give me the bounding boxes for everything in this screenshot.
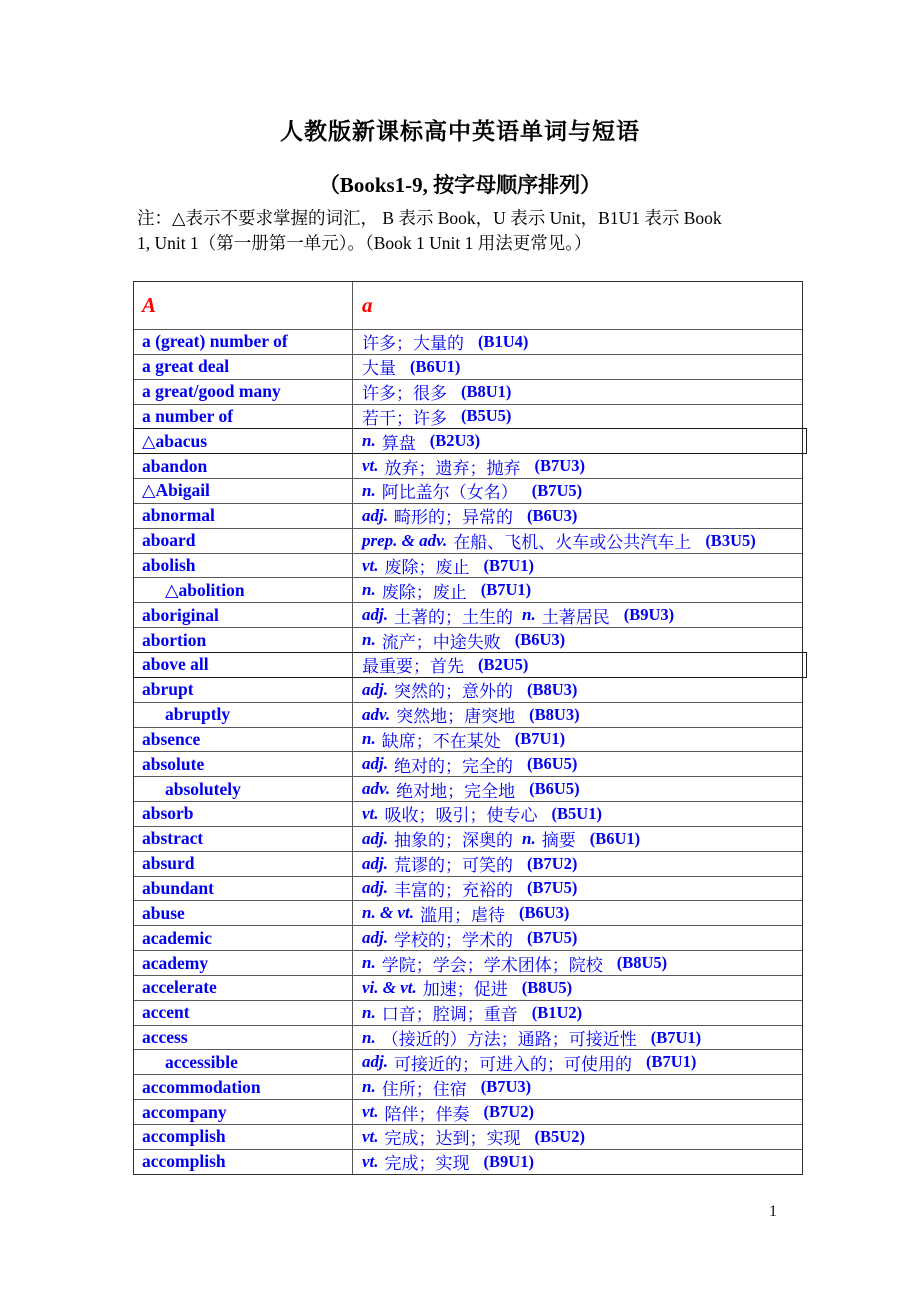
definition-cell [353,380,802,404]
table-row [134,329,802,354]
word-cell: a number of [134,405,353,429]
word-cell: abolish [134,554,353,578]
pos-label: vi. & vt. [362,977,417,997]
word-cell: abnormal [134,504,353,528]
table-row [134,379,802,404]
pos-label: n. [521,828,536,848]
definition-cell [353,454,802,478]
book-unit-ref: (B1U2) [531,1002,583,1022]
table-row [134,801,802,826]
pos-label: adj. [362,605,388,625]
chinese-definition: 突然地；唐突地 [396,707,516,727]
definition-cell [353,355,802,379]
book-unit-ref: (B7U2) [483,1102,534,1122]
table-header-row [134,282,802,329]
book-unit-ref: (B7U5) [531,480,583,500]
table-row [134,354,802,379]
chinese-definition: 绝对的；完全的 [393,756,513,776]
pos-label: adj. [362,928,388,948]
page-number: 1 [769,1203,777,1220]
page-subtitle: （Books1-9, 按字母顺序排列） [318,173,602,197]
chinese-definition: 流产；中途失败 [381,632,501,652]
header-cell-letter-lower: a [362,293,373,317]
book-unit-ref: (B2U5) [478,654,529,674]
chinese-definition: 废除；废止 [384,558,470,578]
definition-cell [353,1125,802,1149]
word-cell: abortion [134,628,353,652]
chinese-definition: 加速；促进 [422,980,508,1000]
chinese-definition: 畸形的；异常的 [393,508,513,528]
definition-cell [353,926,802,950]
pos-label: n. & vt. [362,903,414,923]
table-row [134,751,802,776]
book-unit-ref: (B9U3) [623,605,675,625]
pos-label: adv. [362,704,391,724]
book-unit-ref: (B5U5) [461,406,512,426]
book-unit-ref: (B7U1) [483,555,534,575]
word-cell: academy [134,951,353,975]
definition-cell [353,1100,802,1124]
chinese-definition: 学院；学会；学术团体；院校 [381,955,603,975]
book-unit-ref: (B7U1) [650,1027,702,1047]
chinese-definition: 放弃；遗弃；抛弃 [384,458,521,478]
chinese-definition: 丰富的；充裕的 [393,880,513,900]
definition-cell [353,554,802,578]
chinese-definition: 许多；大量的 [362,334,464,354]
definition-cell [353,678,802,702]
table-row [134,404,802,429]
table-row [134,1149,802,1174]
word-cell: absolutely [134,777,353,801]
definition-cell [353,1150,802,1174]
table-row [134,900,802,925]
chinese-definition: 大量 [362,359,396,379]
book-unit-ref: (B7U5) [526,878,578,898]
table-row [134,975,802,1000]
definition-cell [353,578,802,602]
chinese-definition: 抽象的；深奥的 [393,831,513,851]
pos-label: adv. [362,779,391,799]
chinese-definition: 算盘 [381,433,416,453]
page-title: 人教版新课标高中英语单词与短语 [280,119,640,144]
table-row [134,1124,802,1149]
table-row [134,727,802,752]
pos-label: n. [362,953,376,973]
definition-cell [353,1050,802,1074]
definition-cell [353,752,802,776]
book-unit-ref: (B6U1) [410,356,461,376]
chinese-definition: 最重要；首先 [362,657,464,677]
table-row [134,876,802,901]
word-cell: absorb [134,802,353,826]
book-unit-ref: (B8U5) [616,953,668,973]
book-unit-ref: (B6U5) [529,779,580,799]
table-row [134,428,802,453]
pos-label: vt. [362,1102,379,1122]
table-row [134,851,802,876]
definition-cell [353,405,802,429]
pos-label: vt. [362,456,379,476]
definition-cell [353,1075,802,1099]
book-unit-ref: (B8U1) [461,381,512,401]
word-cell: abruptly [134,703,353,727]
book-unit-ref: (B8U3) [529,704,580,724]
note-text [137,206,815,256]
book-unit-ref: (B7U1) [514,729,566,749]
word-cell: absolute [134,752,353,776]
definition-cell [353,852,802,876]
word-cell: access [134,1026,353,1050]
chinese-definition: 土著居民 [541,607,610,627]
word-cell: abuse [134,901,353,925]
chinese-definition: 吸收；吸引；使专心 [384,806,538,826]
chinese-definition: 废除；废止 [381,582,467,602]
pos-label: n. [362,580,376,600]
book-unit-ref: (B7U1) [480,580,532,600]
book-unit-ref: (B1U4) [478,331,529,351]
definition-cell [353,1001,802,1025]
book-unit-ref: (B6U1) [589,828,641,848]
word-cell: △abacus [134,429,353,453]
book-unit-ref: (B8U5) [521,977,573,997]
pos-label: adj. [362,754,388,774]
pos-label: n. [362,431,376,451]
definition-cell [353,653,802,677]
header-cell-letter-upper: A [134,282,353,329]
word-cell: a (great) number of [134,330,353,354]
definition-cell [353,901,802,925]
definition-cell [353,603,802,627]
table-row [134,776,802,801]
word-cell: academic [134,926,353,950]
definition-cell [353,728,802,752]
chinese-definition: 在船、飞机、火车或公共汽车上 [453,533,692,553]
word-cell: abandon [134,454,353,478]
definition-cell [353,951,802,975]
book-unit-ref: (B9U1) [483,1151,534,1171]
table-row [134,577,802,602]
chinese-definition: 完成；达到；实现 [384,1129,521,1149]
table-row [134,1049,802,1074]
pos-label: vt. [362,1126,379,1146]
pos-label: n. [521,605,536,625]
chinese-definition: 完成；实现 [384,1154,470,1174]
pos-label: n. [362,1027,376,1047]
chinese-definition: 缺席；不在某处 [381,731,501,751]
chinese-definition: 突然的；意外的 [393,682,513,702]
pos-label: adj. [362,1052,388,1072]
chinese-definition: 绝对地；完全地 [396,781,516,801]
chinese-definition: 口音；腔调；重音 [381,1005,518,1025]
chinese-definition: 住所；住宿 [381,1079,467,1099]
word-cell: aboard [134,529,353,553]
chinese-definition: 滥用；虐待 [419,905,505,925]
word-cell: a great/good many [134,380,353,404]
word-cell: accomplish [134,1125,353,1149]
definition-cell [353,877,802,901]
book-unit-ref: (B7U1) [645,1052,697,1072]
book-unit-ref: (B2U3) [429,431,481,451]
chinese-definition: 可接近的；可进入的；可使用的 [393,1054,632,1074]
word-cell: △abolition [134,578,353,602]
word-cell: a great deal [134,355,353,379]
definition-cell [353,827,802,851]
table-row [134,528,802,553]
word-cell: △Abigail [134,479,353,503]
book-unit-ref: (B6U5) [526,754,578,774]
definition-cell [353,1026,802,1050]
note-line-1: 注：△表示不要求掌握的词汇， B 表示 Book，U 表示 Unit，B1U1 表示 Book [137,208,722,228]
pos-label: adj. [362,828,388,848]
table-row [134,826,802,851]
pos-label: vt. [362,1151,379,1171]
pos-label: n. [362,729,376,749]
book-unit-ref: (B7U3) [534,456,585,476]
table-row [134,925,802,950]
book-unit-ref: (B7U3) [480,1077,532,1097]
word-cell: abstract [134,827,353,851]
table-row [134,1025,802,1050]
definition-cell [353,802,802,826]
book-unit-ref: (B7U2) [526,853,578,873]
book-unit-ref: (B7U5) [526,928,578,948]
table-row [134,702,802,727]
chinese-definition: 土著的；土生的 [393,607,513,627]
definition-cell [353,777,802,801]
chinese-definition: 荒谬的；可笑的 [393,856,513,876]
word-cell: absurd [134,852,353,876]
book-unit-ref: (B5U1) [551,803,602,823]
book-unit-ref: (B6U3) [518,903,570,923]
pos-label: prep. & adv. [362,530,448,550]
pos-label: adj. [362,853,388,873]
book-unit-ref: (B8U3) [526,679,578,699]
chinese-definition: 摘要 [541,831,576,851]
definition-cell [353,628,802,652]
definition-cell [353,504,802,528]
table-row [134,1000,802,1025]
table-row [134,627,802,652]
table-row [134,677,802,702]
table-row [134,1099,802,1124]
definition-cell [353,976,802,1000]
table-row [134,652,802,677]
vocab-table [133,281,803,1175]
definition-cell [353,479,802,503]
pos-label: n. [362,1077,376,1097]
book-unit-ref: (B5U2) [534,1126,585,1146]
table-row [134,553,802,578]
pos-label: adj. [362,679,388,699]
word-cell: above all [134,653,353,677]
chinese-definition: 阿比盖尔（女名） [381,483,518,503]
pos-label: n. [362,1002,376,1022]
chinese-definition: 陪伴；伴奏 [384,1104,470,1124]
definition-cell [353,529,802,553]
book-unit-ref: (B3U5) [705,530,756,550]
definition-cell [353,429,802,453]
word-cell: abundant [134,877,353,901]
word-cell: accessible [134,1050,353,1074]
pos-label: adj. [362,878,388,898]
table-row [134,453,802,478]
chinese-definition: 许多；很多 [362,384,447,404]
pos-label: n. [362,480,376,500]
book-unit-ref: (B6U3) [526,505,578,525]
chinese-definition: 若干；许多 [362,408,447,428]
word-cell: accompany [134,1100,353,1124]
pos-label: vt. [362,803,379,823]
word-cell: accent [134,1001,353,1025]
table-row [134,602,802,627]
chinese-definition: （接近的）方法；通路；可接近性 [381,1030,637,1050]
word-cell: accelerate [134,976,353,1000]
pos-label: n. [362,630,376,650]
book-unit-ref: (B6U3) [514,630,566,650]
table-row [134,950,802,975]
word-cell: accomplish [134,1150,353,1174]
table-row [134,503,802,528]
pos-label: vt. [362,555,379,575]
note-line-2: 1, Unit 1（第一册第一单元）。（Book 1 Unit 1 用法更常见。） [137,233,592,253]
pos-label: adj. [362,505,388,525]
word-cell: aboriginal [134,603,353,627]
word-cell: accommodation [134,1075,353,1099]
table-row [134,1074,802,1099]
word-cell: absence [134,728,353,752]
table-row [134,478,802,503]
chinese-definition: 学校的；学术的 [393,930,513,950]
word-cell: abrupt [134,678,353,702]
definition-cell [353,703,802,727]
definition-cell [353,330,802,354]
